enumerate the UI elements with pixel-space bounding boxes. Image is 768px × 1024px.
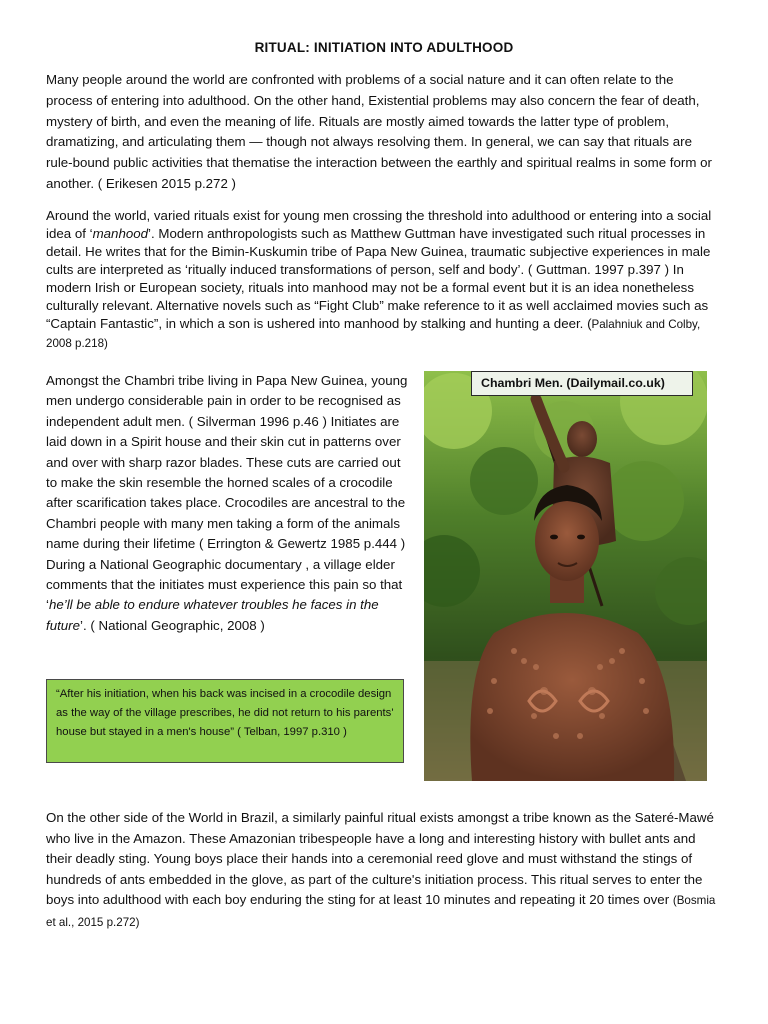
chambri-men-illustration [424, 371, 707, 781]
paragraph-manhood-text-1: Around the world, varied rituals exist for young men crossing the threshold into adulthood or entering into a social idea of ‘ [46, 208, 712, 241]
paragraph-brazil-citation: (Bosmia et al., 2015 p.272) [46, 894, 716, 929]
paragraph-chambri-emphasis: he’ll be able to endure whatever troubles he faces in the future [46, 597, 379, 633]
quote-box: “After his initiation, when his back was incised in a crocodile design as the way of the village prescribes, he did not return to his parents' house but stayed in a men's house” ( Telban, 1997 p.310 ) [46, 679, 404, 763]
paragraph-manhood-text-2: ’. Modern anthropologists such as Matthew Guttman have investigated such ritual processes in detail. He writes that for the Bimin-Kuskumin tribe of Papa New Guinea, traumatic subjective experiences in male cults are interpreted as ‘ritually induced transformations of person, self and body’. ( Guttman. 1997 p.397 ) In modern Irish or European society, rituals into manhood may not be a formal event but it is an idea nonetheless culturally relevant. Alternative novels such as “Fight Club” make reference to it as well acclaimed movies such as “Captain Fantastic”, in which a son is ushered into manhood by stalking and hunting a deer. ( [46, 226, 711, 331]
paragraph-manhood-citation: Palahniuk and Colby, 2008 p.218) [46, 318, 701, 350]
paragraph-chambri [46, 371, 414, 636]
paragraph-chambri-text-2: ’. ( National Geographic, 2008 ) [80, 617, 265, 633]
paragraph-manhood-emphasis: manhood [92, 226, 149, 241]
paragraph-brazil [46, 808, 722, 934]
chambri-men-photo [424, 371, 707, 781]
photo-caption: Chambri Men. (Dailymail.co.uk) [471, 371, 693, 396]
page-title: RITUAL: INITIATION INTO ADULTHOOD [254, 40, 514, 55]
paragraph-brazil-text: On the other side of the World in Brazil, a similarly painful ritual exists amongst a tribe known as the Sateré-Mawé who live in the Amazon. These Amazonian tribespeople have a long and interesting history with bullet ants and their deadly sting. Young boys place their hands into a ceremonial reed glove and must withstand the stings of hundreds of ants embedded in the glove, as part of the culture's initiation process. This ritual serves to enter the boys into adulthood with each boy enduring the sting for at least 10 minutes and repeating it 20 times over [46, 810, 714, 908]
paragraph-manhood [46, 207, 722, 353]
paragraph-chambri-text-1: Amongst the Chambri tribe living in Papa New Guinea, young men undergo considerable pain in order to be recognised as independent adult men. ( Silverman 1996 p.46 ) Initiates are laid down in a Spirit house and their skin cut in patterns over and over with sharp razor blades. These cuts are carried out to make the skin resemble the horned scales of a crocodile after scarification takes place. Crocodiles are ancestral to the Chambri people with many men taking a form of the animals name during their lifetime ( Errington & Gewertz 1985 p.444 ) During a National Geographic documentary , a village elder comments that the initiates must experience this pain so that ‘ [46, 373, 408, 613]
paragraph-intro: Many people around the world are confronted with problems of a social nature and it can often relate to the process of entering into adulthood. On the other hand, Existential problems may also concern the fear of death, mystery of birth, and even the meaning of life. Rituals are mostly aimed towards the latter type of problem, dramatizing, and articulating them — though not always resolving them. In general, we can say that rituals are rule-bound public activities that thematise the interaction between the earthly and spiritual realms in some form or another. ( Erikesen 2015 p.272 ) [46, 72, 712, 191]
